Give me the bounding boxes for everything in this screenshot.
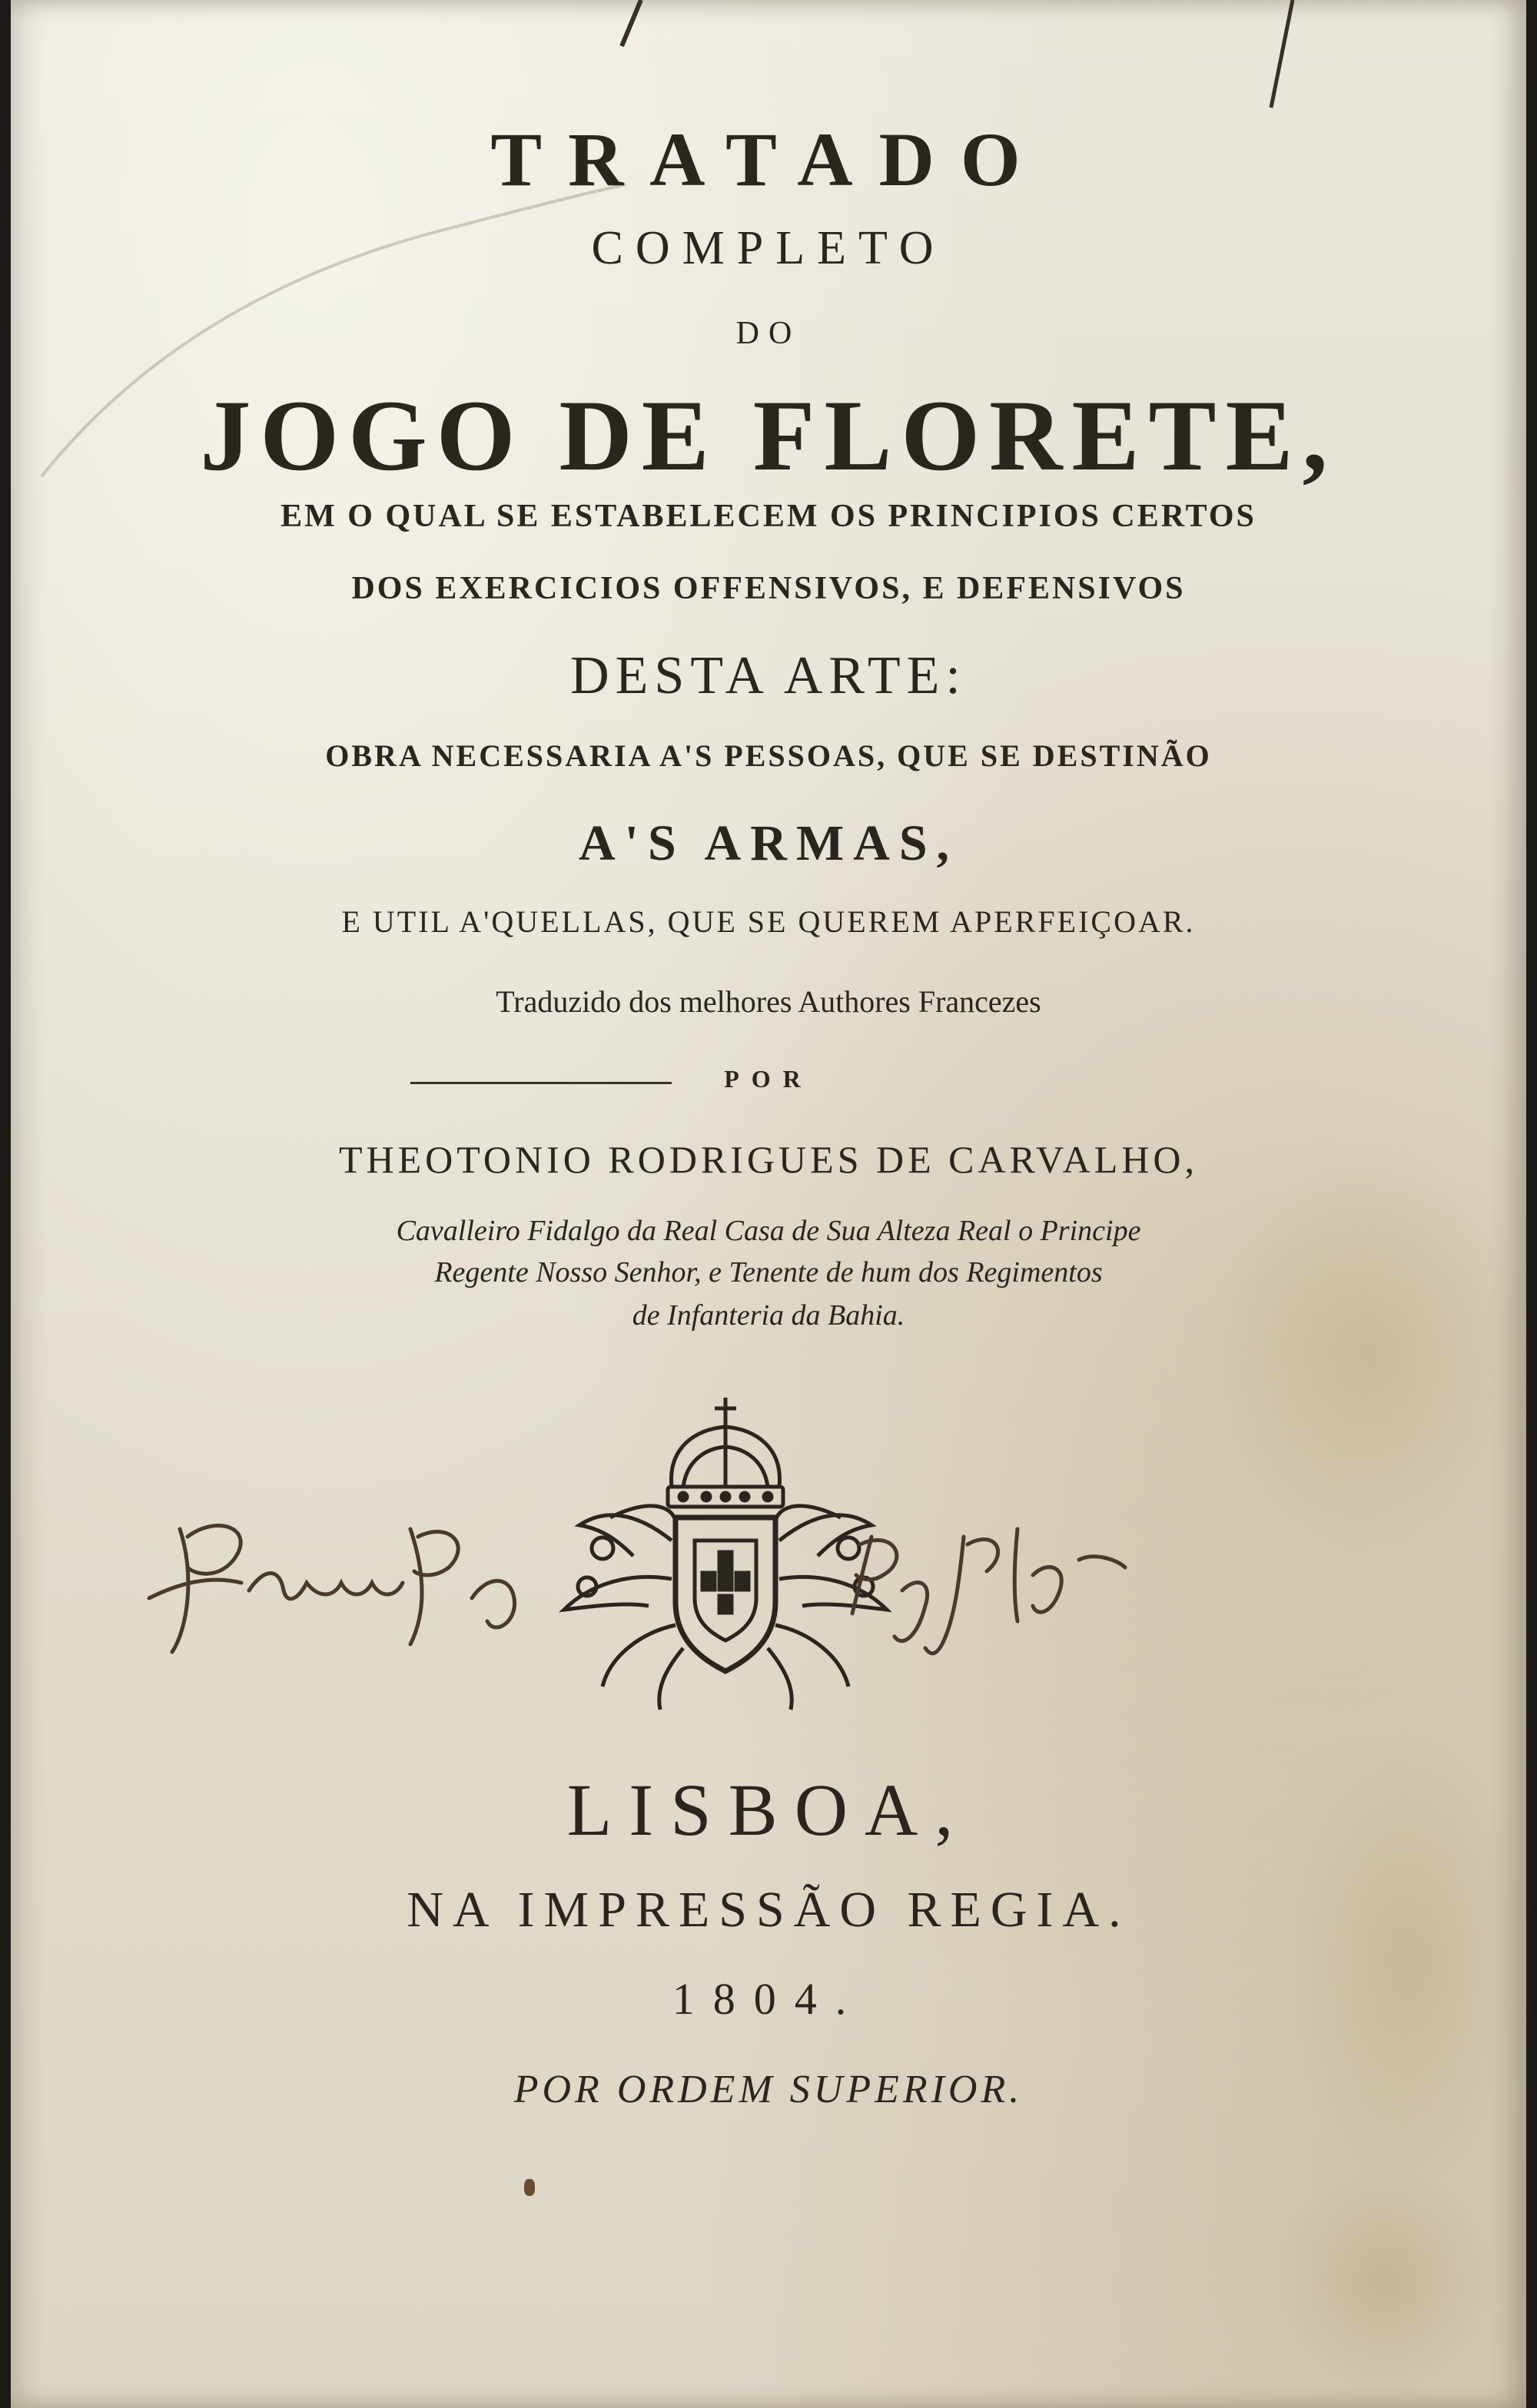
title-page	[11, 0, 1526, 2408]
description-line-3: DESTA ARTE:	[570, 646, 967, 705]
main-title: JOGO DE FLORETE,	[200, 379, 1337, 492]
paper-stain	[1210, 1153, 1532, 1552]
author-title-line-2: Regente Nosso Senhor, e Tenente de hum dos Regimentos	[434, 1256, 1103, 1289]
author-title-line-1: Cavalleiro Fidalgo da Real Casa de Sua Alteza Real o Principe	[396, 1215, 1141, 1247]
description-line-2: DOS EXERCICIOS OFFENSIVOS, E DEFENSIVOS	[351, 571, 1186, 606]
translation-note: Traduzido dos melhores Authores Francezes	[496, 984, 1041, 1019]
book-subtitle: COMPLETO	[591, 222, 946, 274]
by-label: POR	[724, 1065, 813, 1093]
book-title: TRATADO	[490, 117, 1047, 202]
publication-place: LISBOA,	[566, 1769, 971, 1851]
printer-name: NA IMPRESSÃO REGIA.	[407, 1882, 1130, 1938]
description-line-1: EM O QUAL SE ESTABELECEM OS PRINCIPIOS CERTOS	[281, 499, 1256, 534]
paper-stain	[1271, 2167, 1502, 2397]
ink-spot	[524, 2179, 535, 2196]
work-line-2: A'S ARMAS,	[578, 815, 959, 871]
work-line-3: E UTIL A'QUELLAS, QUE SE QUEREM APERFEIÇOAR.	[341, 904, 1196, 939]
publication-permission: POR ORDEM SUPERIOR.	[513, 2068, 1024, 2111]
title-connector: DO	[735, 316, 802, 351]
author-name: THEOTONIO RODRIGUES DE CARVALHO,	[338, 1138, 1199, 1181]
author-title-line-3: de Infanteria da Bahia.	[632, 1299, 905, 1332]
handwritten-signature	[134, 1483, 1210, 1660]
publication-year: 1804.	[672, 1974, 865, 2024]
work-line-1: OBRA NECESSARIA A'S PESSOAS, QUE SE DESTINÃO	[325, 738, 1212, 773]
